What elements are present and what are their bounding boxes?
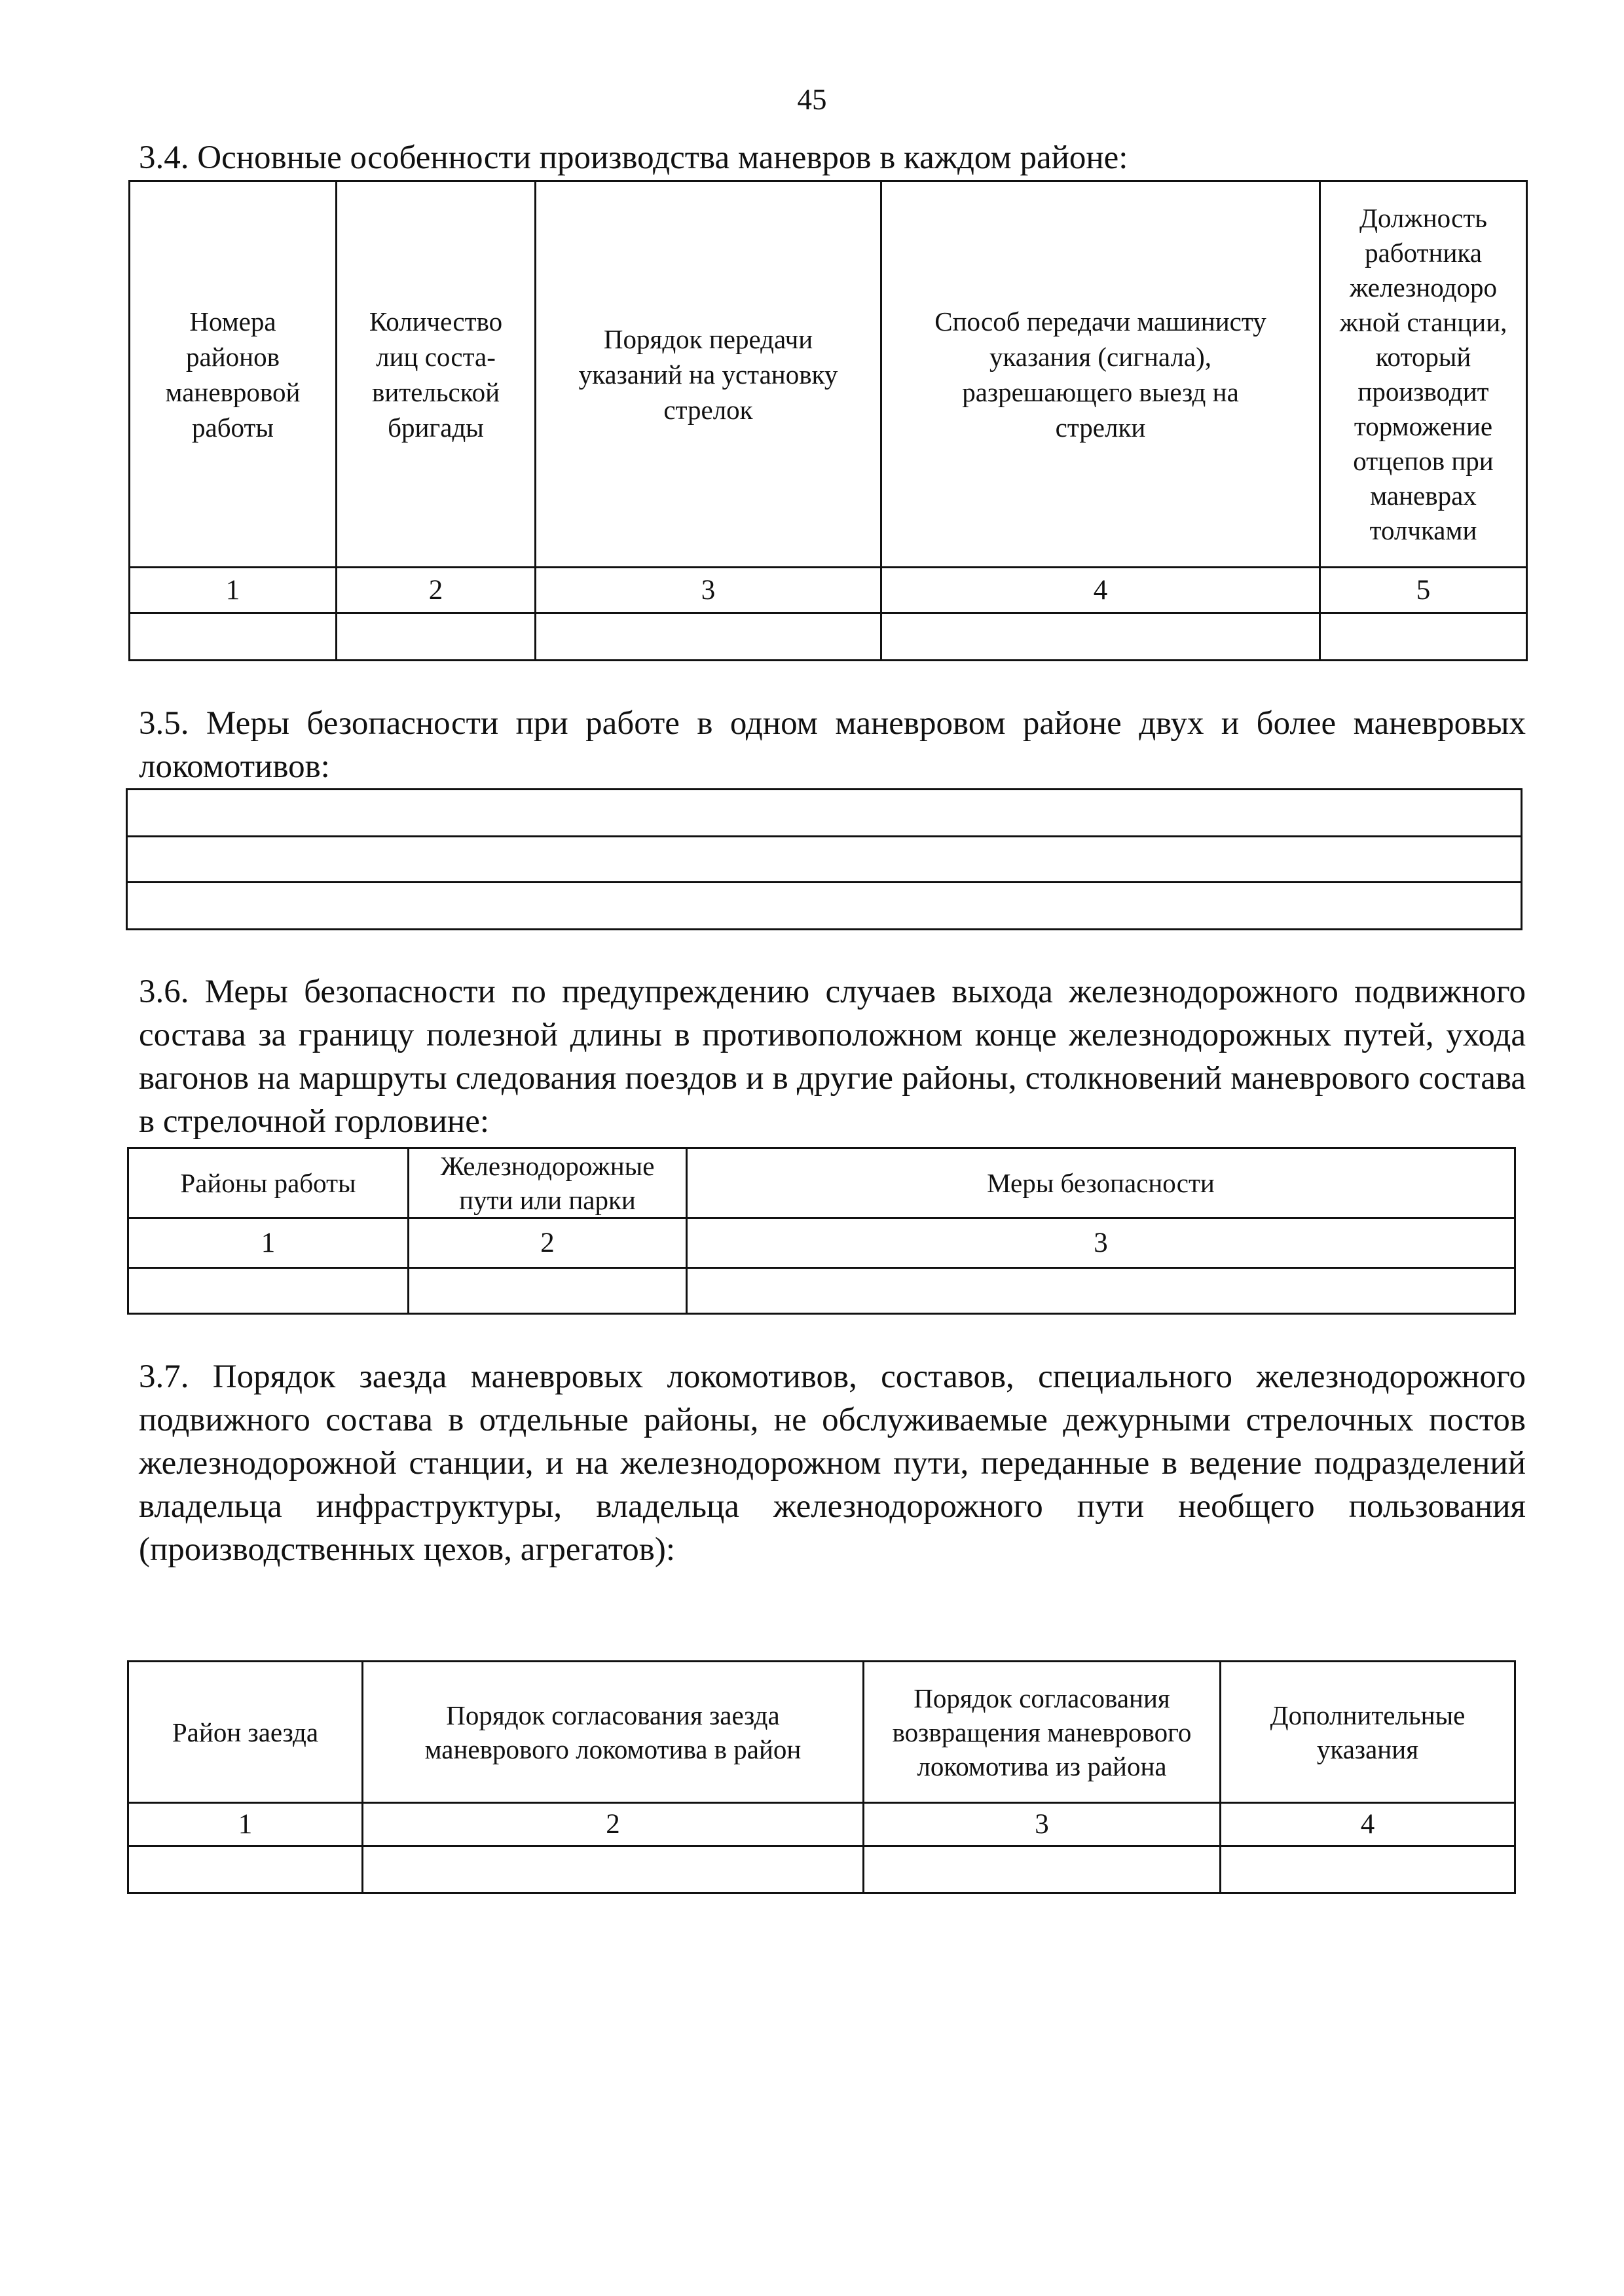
column-number: 4 (1221, 1803, 1515, 1846)
empty-cell (130, 613, 337, 661)
section-3-4-heading: 3.4. Основные особенности производства маневров в каждом районе: (139, 139, 1128, 176)
section-3-5-text: 3.5. Меры безопасности при работе в одном маневровом районе двух и более маневровых локомотивов: (139, 705, 1526, 785)
empty-cell (127, 883, 1522, 930)
header-cell: Меры безопасности (687, 1148, 1515, 1218)
header-cell: Номера районов маневровой работы (130, 181, 337, 568)
section-3-6-text: 3.6. Меры безопасности по предупреждению случаев выхода железнодорожного подвижного состава за границу полезной длины в противоположном конце железнодорожных путей, ухода вагонов на маршруты следования поездов и в другие районы, столкновений маневрового состава в стрелочной горловине: (139, 974, 1526, 1140)
column-number: 1 (128, 1218, 409, 1268)
empty-cell (864, 1846, 1221, 1893)
empty-cell (128, 1846, 363, 1893)
empty-cell (337, 613, 536, 661)
empty-cell (128, 1268, 409, 1314)
header-cell: Районы работы (128, 1148, 409, 1218)
header-cell: Способ передачи машинисту указания (сигнала), разрешающего выезд на стрелки (881, 181, 1320, 568)
empty-row (128, 1846, 1515, 1893)
empty-cell (409, 1268, 687, 1314)
empty-cell (1320, 613, 1527, 661)
empty-row (130, 613, 1527, 661)
header-cell: Порядок согласования заезда маневрового локомотива в район (363, 1662, 864, 1803)
column-number: 2 (409, 1218, 687, 1268)
empty-cell (687, 1268, 1515, 1314)
column-number: 2 (363, 1803, 864, 1846)
empty-row (127, 790, 1522, 837)
empty-cell (1221, 1846, 1515, 1893)
column-number-row (128, 1218, 1515, 1268)
header-cell: Должность работника железнодоро жной станции, который производит торможение отцепов при маневрах толчками (1320, 181, 1527, 568)
table-header-row (128, 1662, 1515, 1803)
column-number: 2 (337, 568, 536, 613)
header-cell: Район заезда (128, 1662, 363, 1803)
column-number: 5 (1320, 568, 1527, 613)
page-number: 45 (797, 83, 827, 116)
empty-cell (881, 613, 1320, 661)
table-3-6 (127, 1147, 1516, 1315)
empty-cell (363, 1846, 864, 1893)
table-3-5 (126, 788, 1522, 930)
column-number: 3 (536, 568, 881, 613)
section-3-7-text: 3.7. Порядок заезда маневровых локомотивов, составов, специального железнодорожного подвижного состава в отдельные районы, не обслуживаемые дежурными стрелочных постов железнодорожной станции, и на железнодорожном пути, переданные в ведение подразделений владельца инфраструктуры, владельца железнодорожного пути необщего пользования (производственных цехов, агрегатов): (139, 1358, 1526, 1568)
empty-row (127, 837, 1522, 883)
header-cell: Порядок передачи указаний на установку стрелок (536, 181, 881, 568)
header-cell: Железнодорожные пути или парки (409, 1148, 687, 1218)
empty-cell (127, 790, 1522, 837)
column-number: 3 (687, 1218, 1515, 1268)
table-3-4 (128, 180, 1528, 661)
column-number: 1 (130, 568, 337, 613)
column-number: 3 (864, 1803, 1221, 1846)
column-number-row (128, 1803, 1515, 1846)
empty-cell (536, 613, 881, 661)
header-cell: Количество лиц соста-вительской бригады (337, 181, 536, 568)
column-number: 1 (128, 1803, 363, 1846)
column-number-row (130, 568, 1527, 613)
empty-row (127, 883, 1522, 930)
empty-row (128, 1268, 1515, 1314)
header-cell: Дополнительные указания (1221, 1662, 1515, 1803)
table-header-row (128, 1148, 1515, 1218)
header-cell: Порядок согласования возвращения маневрового локомотива из района (864, 1662, 1221, 1803)
column-number: 4 (881, 568, 1320, 613)
table-3-7 (127, 1660, 1516, 1894)
table-header-row (130, 181, 1527, 568)
empty-cell (127, 837, 1522, 883)
